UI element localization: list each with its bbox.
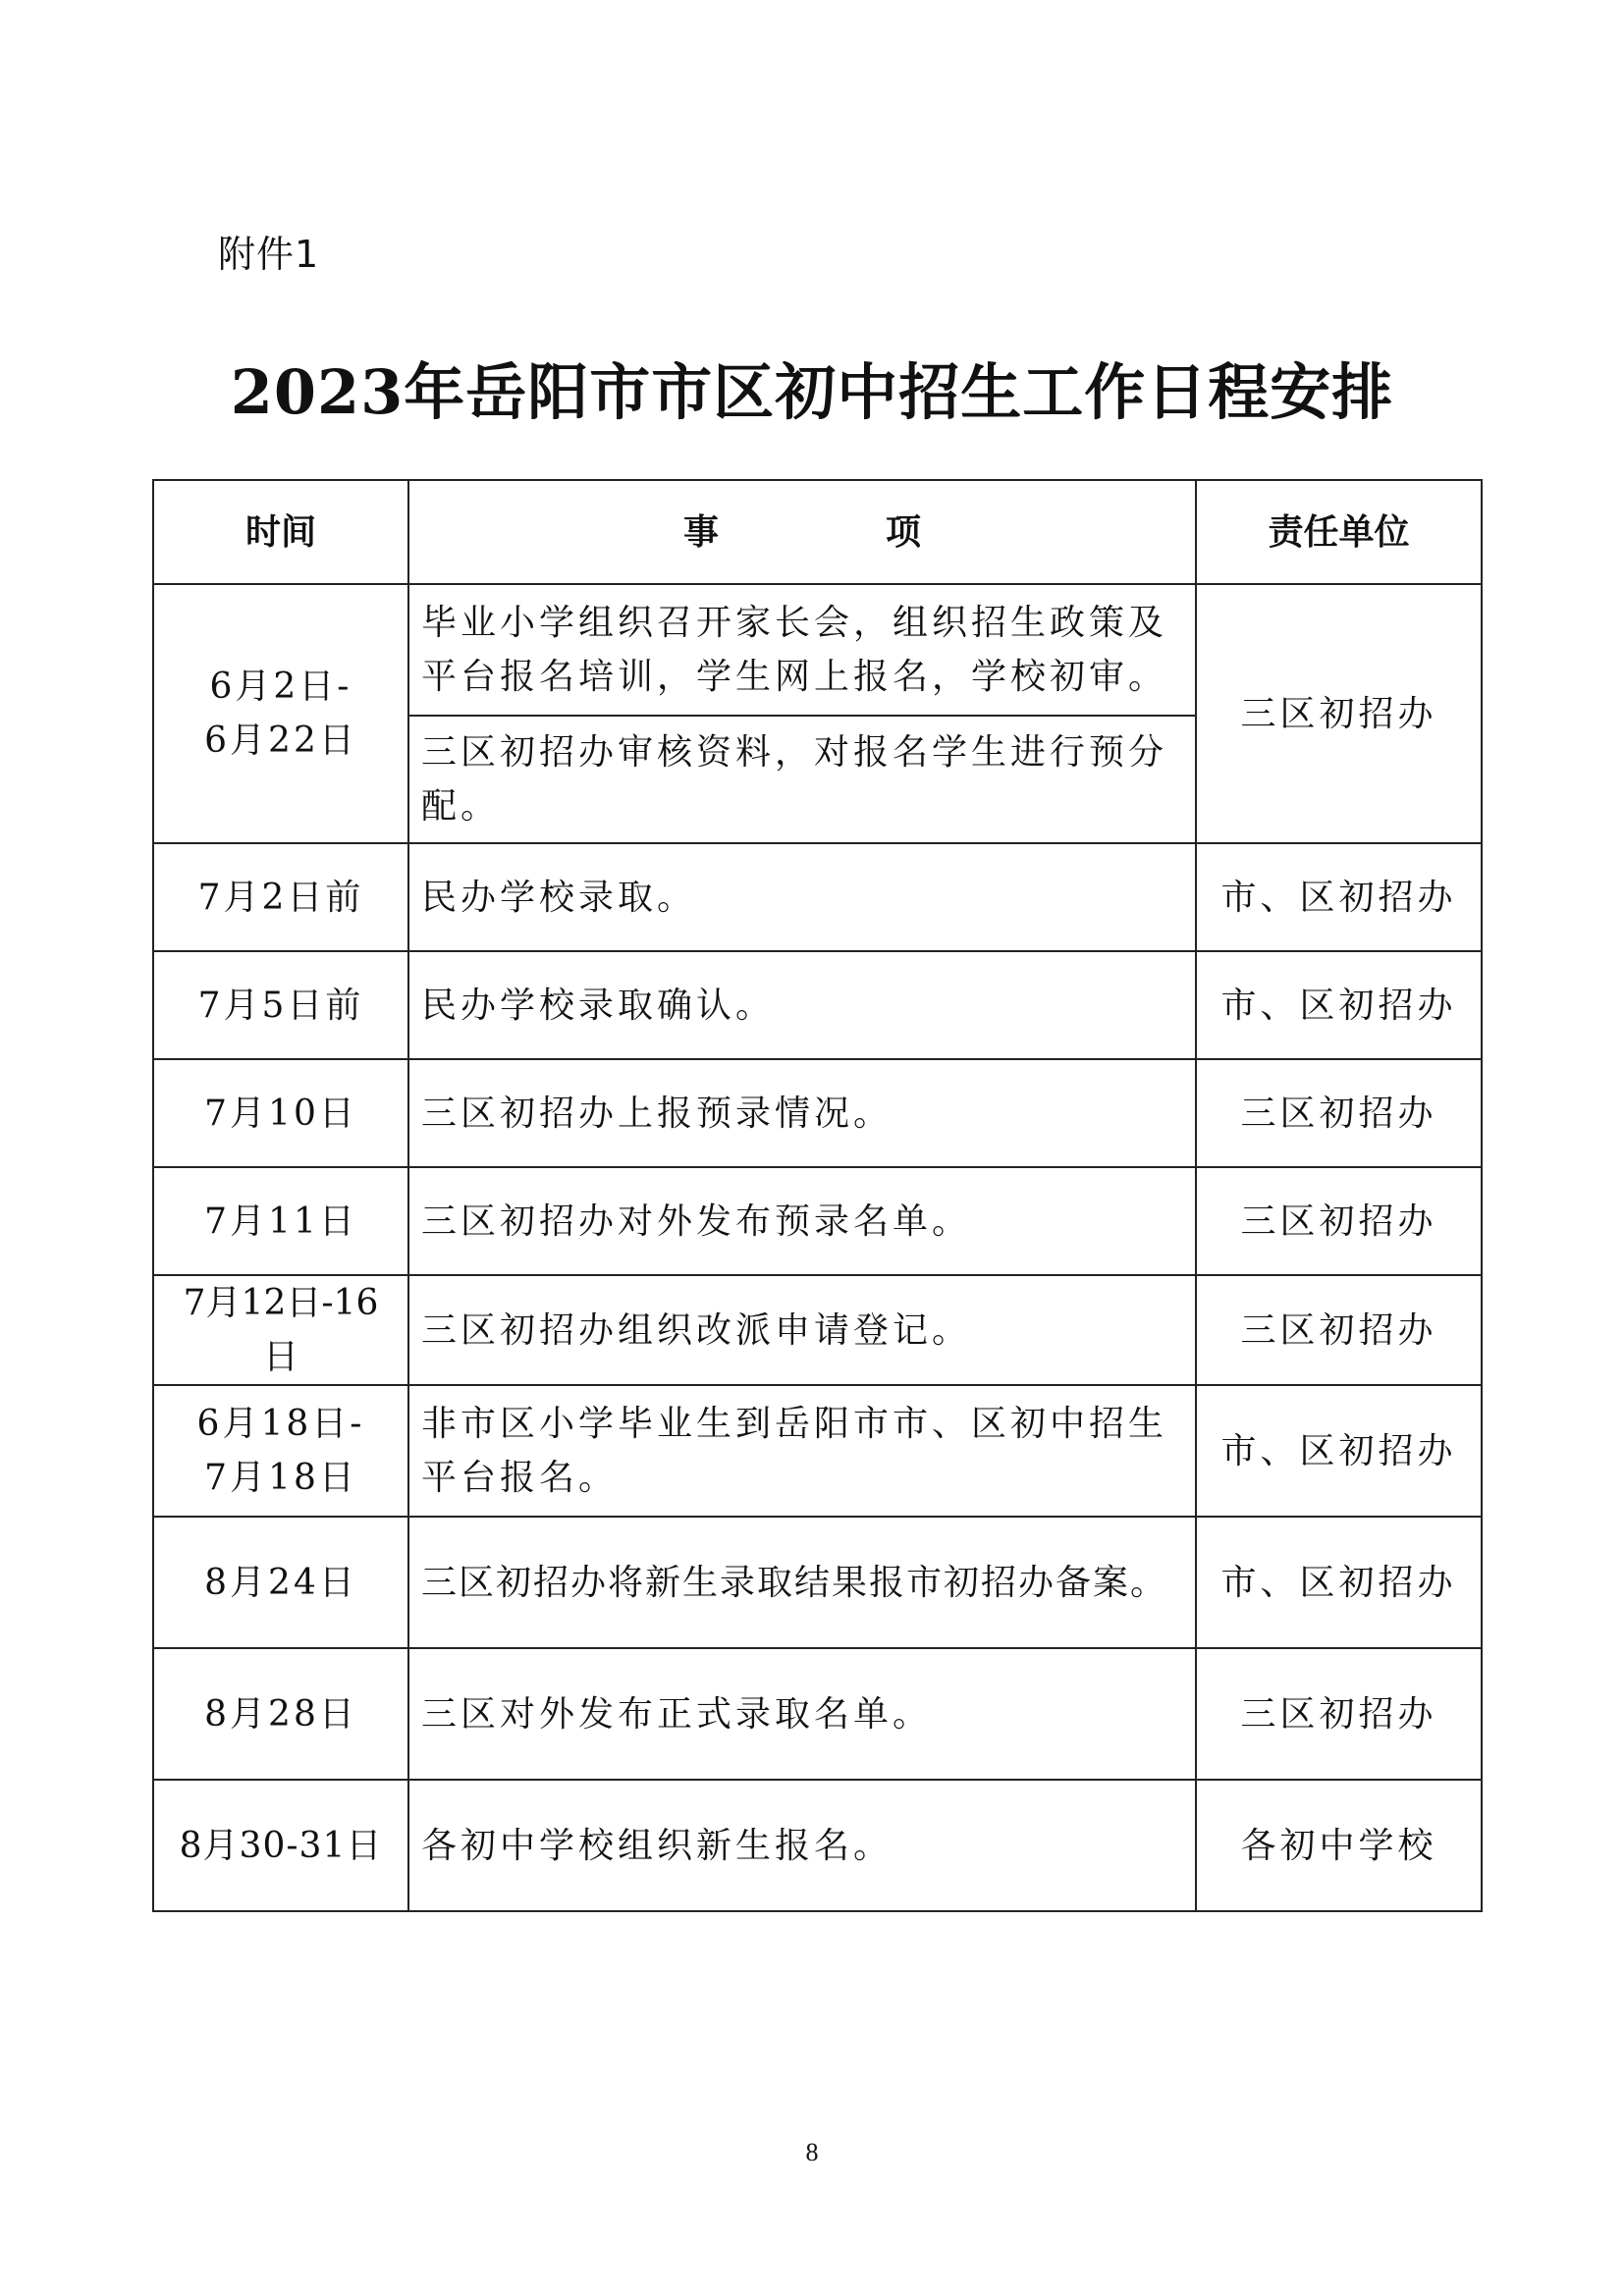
document-title: 2023年岳阳市市区初中招生工作日程安排	[230, 356, 1394, 428]
unit-cell: 三区初招办	[1196, 584, 1482, 843]
unit-cell: 市、区初招办	[1196, 843, 1482, 951]
table-header-row	[153, 480, 1482, 584]
header-time: 时间	[153, 480, 408, 584]
time-line2: 7月18日	[204, 1458, 357, 1498]
table-row	[153, 1648, 1482, 1780]
unit-cell: 各初中学校	[1196, 1780, 1482, 1911]
time-cell: 8月28日	[153, 1648, 408, 1780]
unit-cell: 市、区初招办	[1196, 1517, 1482, 1648]
table-row	[153, 1385, 1482, 1517]
item-cell: 三区初招办对外发布预录名单。	[408, 1167, 1196, 1275]
page-number: 8	[805, 2138, 819, 2166]
table-row	[153, 843, 1482, 951]
item-cell: 三区初招办组织改派申请登记。	[408, 1275, 1196, 1385]
schedule-table	[152, 479, 1483, 1912]
item-cell: 民办学校录取。	[408, 843, 1196, 951]
time-line2: 6月22日	[204, 721, 357, 761]
unit-cell: 三区初招办	[1196, 1648, 1482, 1780]
time-cell: 8月24日	[153, 1517, 408, 1648]
table-row	[153, 1275, 1482, 1385]
table-row	[153, 584, 1482, 716]
item-cell: 毕业小学组织召开家长会，组织招生政策及平台报名培训，学生网上报名，学校初审。	[408, 584, 1196, 716]
item-cell: 三区初招办将新生录取结果报市初招办备案。	[408, 1517, 1196, 1648]
unit-cell: 三区初招办	[1196, 1059, 1482, 1167]
unit-cell: 三区初招办	[1196, 1275, 1482, 1385]
attachment-label: 附件1	[218, 233, 320, 276]
time-cell: 8月30-31日	[153, 1780, 408, 1911]
item-cell: 非市区小学毕业生到岳阳市市、区初中招生平台报名。	[408, 1385, 1196, 1517]
unit-cell: 市、区初招办	[1196, 951, 1482, 1059]
time-cell: 7月5日前	[153, 951, 408, 1059]
table-row	[153, 1517, 1482, 1648]
time-line1: 6月2日-	[209, 667, 352, 707]
time-cell	[153, 584, 408, 843]
item-cell: 三区初招办审核资料，对报名学生进行预分配。	[408, 716, 1196, 843]
time-cell: 7月10日	[153, 1059, 408, 1167]
table-row	[153, 951, 1482, 1059]
header-item	[408, 480, 1196, 584]
header-item-char1: 事	[682, 511, 719, 553]
time-cell: 7月2日前	[153, 843, 408, 951]
time-cell: 7月11日	[153, 1167, 408, 1275]
header-item-char2: 项	[886, 511, 922, 553]
header-unit: 责任单位	[1196, 480, 1482, 584]
time-cell: 7月12日-16日	[153, 1275, 408, 1385]
time-cell	[153, 1385, 408, 1517]
table-row	[153, 1780, 1482, 1911]
unit-cell: 市、区初招办	[1196, 1385, 1482, 1517]
item-cell: 民办学校录取确认。	[408, 951, 1196, 1059]
table-row	[153, 1059, 1482, 1167]
item-cell: 各初中学校组织新生报名。	[408, 1780, 1196, 1911]
unit-cell: 三区初招办	[1196, 1167, 1482, 1275]
item-cell: 三区对外发布正式录取名单。	[408, 1648, 1196, 1780]
item-cell: 三区初招办上报预录情况。	[408, 1059, 1196, 1167]
table-row	[153, 1167, 1482, 1275]
time-line1: 6月18日-	[196, 1404, 365, 1444]
